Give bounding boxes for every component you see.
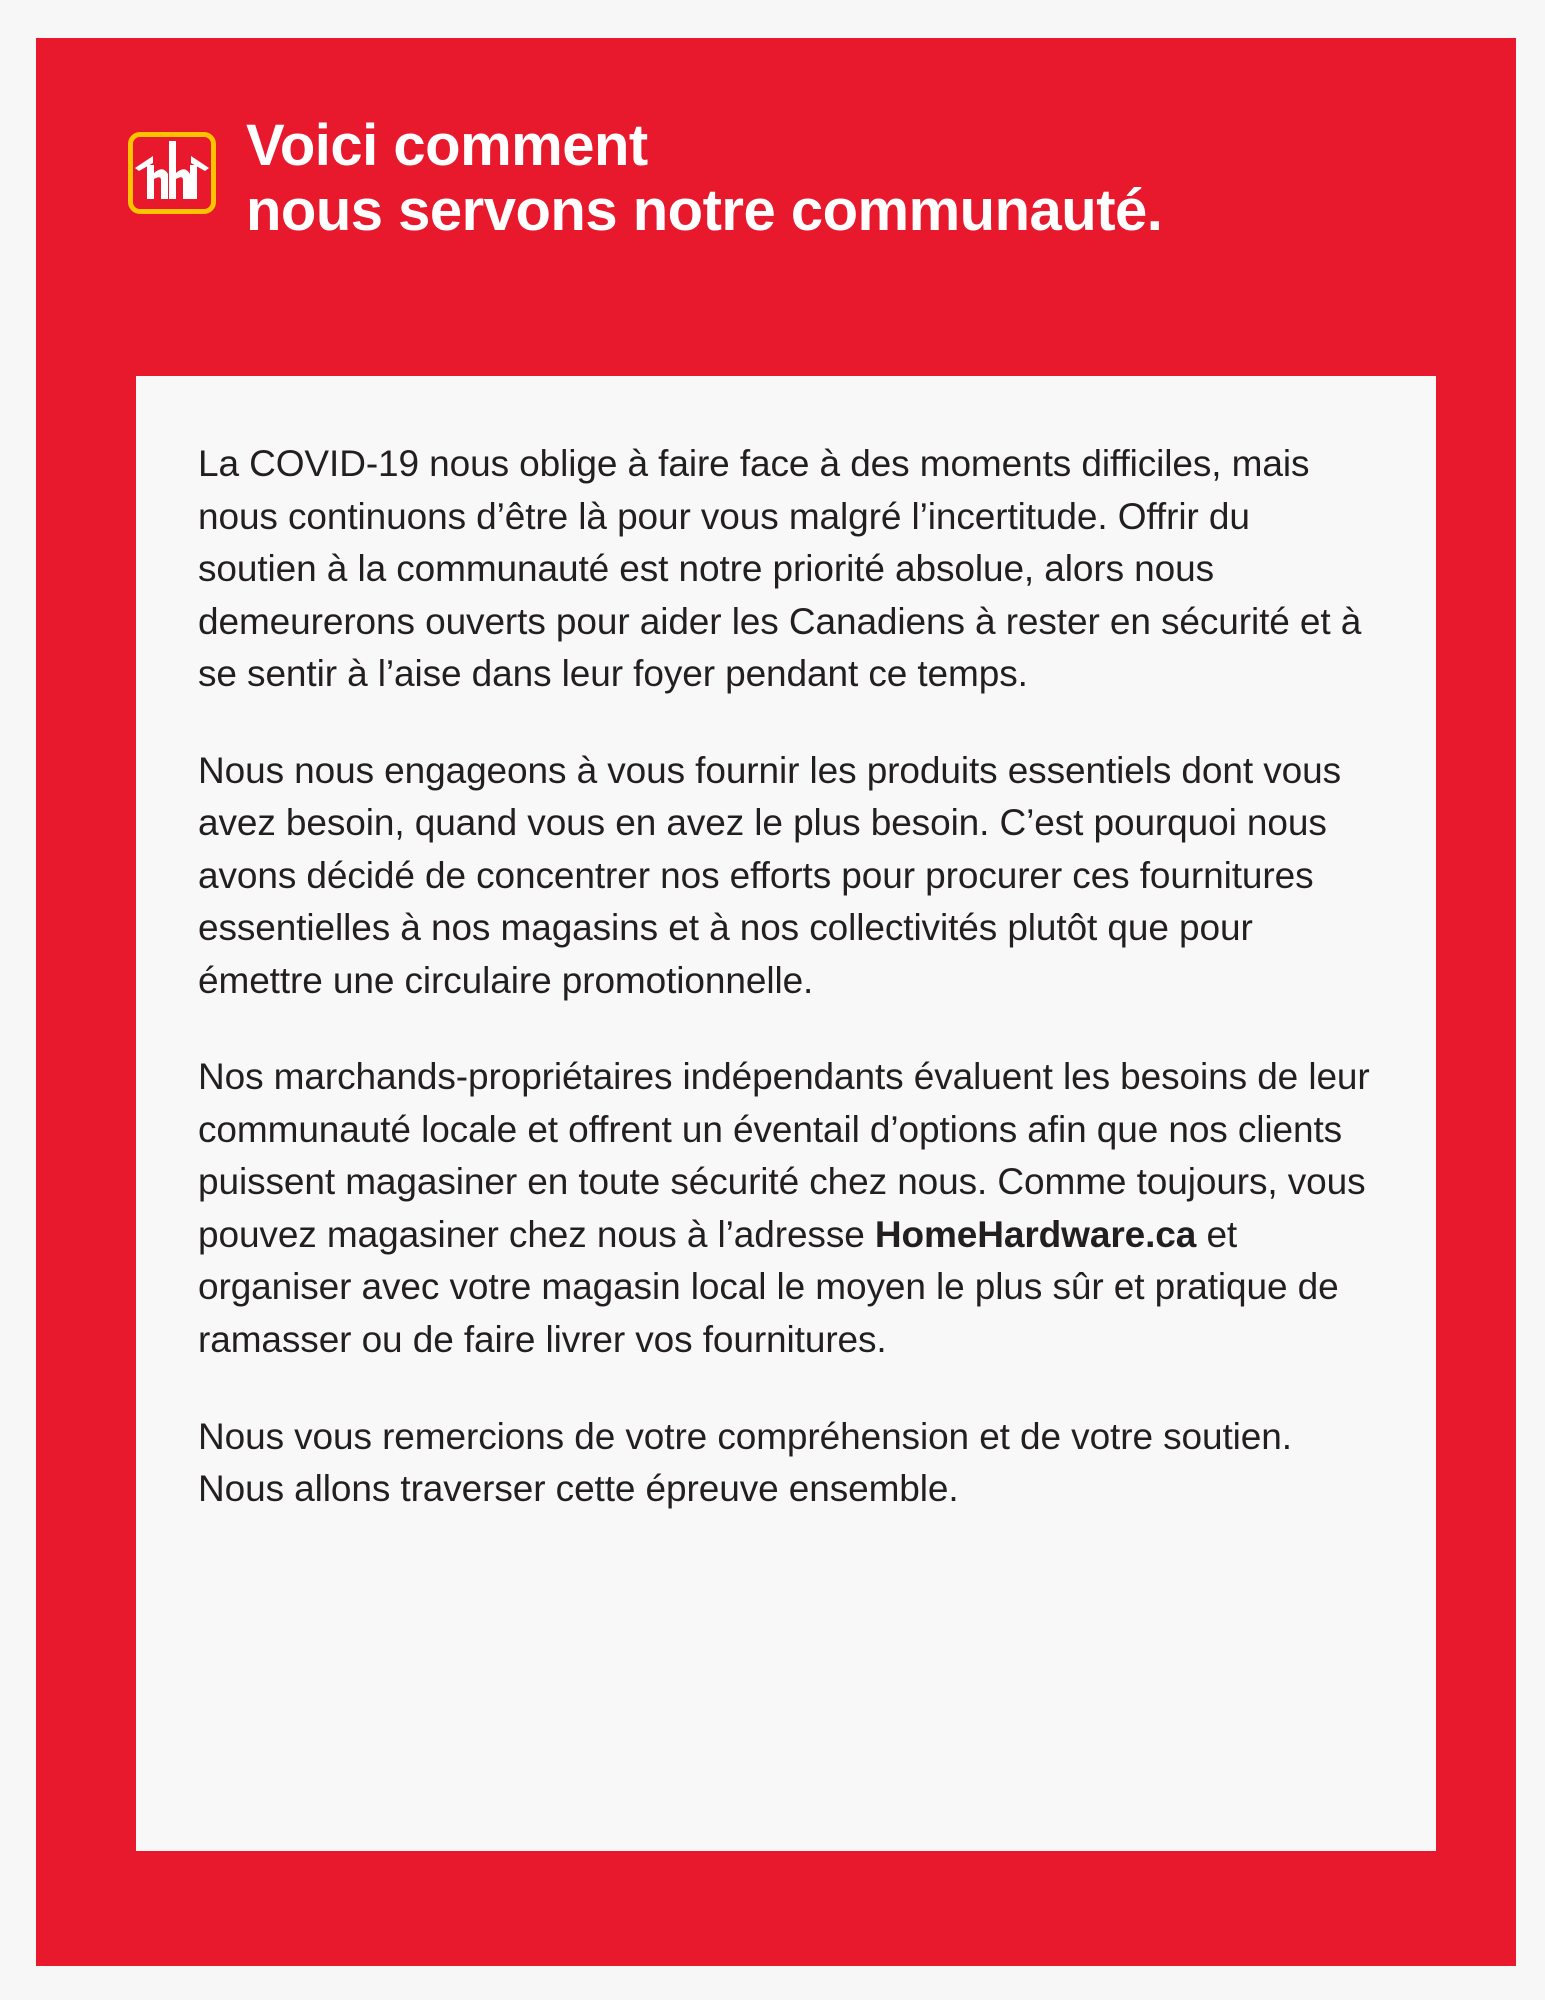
red-poster-panel <box>36 38 1516 1966</box>
paragraph-3 <box>198 1051 1374 1366</box>
headline-line-2: nous servons notre communauté. <box>246 177 1163 243</box>
homehardware-ca-link[interactable]: HomeHardware.ca <box>874 1213 1197 1255</box>
paragraph-2: Nous nous engageons à vous fournir les produits essentiels dont vous avez besoin, quand vous en avez le plus besoin. C’est pourquoi nous avons décidé de concentrer nos efforts pour procurer ces fournitures essentielles à nos magasins et à nos collectivités plutôt que pour émettre une circulaire promotionnelle. <box>198 749 1341 1001</box>
headline-line-1: Voici comment <box>246 113 648 178</box>
poster-header <box>128 110 1456 244</box>
paragraph-3-text-after: et organiser avec votre magasin local le moyen le plus sûr et pratique de ramasser ou de faire livrer vos fournitures. <box>198 1213 1339 1360</box>
paragraph-1: La COVID-19 nous oblige à faire face à des moments difficiles, mais nous continuons d’être là pour vous malgré l’incertitude. Offrir du soutien à la communauté est notre priorité absolue, alors nous demeurerons ouverts pour aider les Canadiens à rester en sécurité et à se sentir à l’aise dans leur foyer pendant ce temps. <box>198 443 1362 695</box>
home-hardware-logo-icon <box>128 132 216 214</box>
paragraph-4: Nous vous remercions de votre compréhension et de votre soutien. Nous allons traverser cette épreuve ensemble. <box>198 1415 1292 1510</box>
message-card <box>136 376 1436 1851</box>
poster-headline <box>246 110 1456 244</box>
paragraph-3-text-before: Nos marchands-propriétaires indépendants évaluent les besoins de leur communauté locale et offrent un éventail d’options afin que nos clients puissent magasiner en toute sécurité chez nous. Comme toujours, vous pouvez magasiner chez nous à l’adresse <box>198 1056 1370 1255</box>
